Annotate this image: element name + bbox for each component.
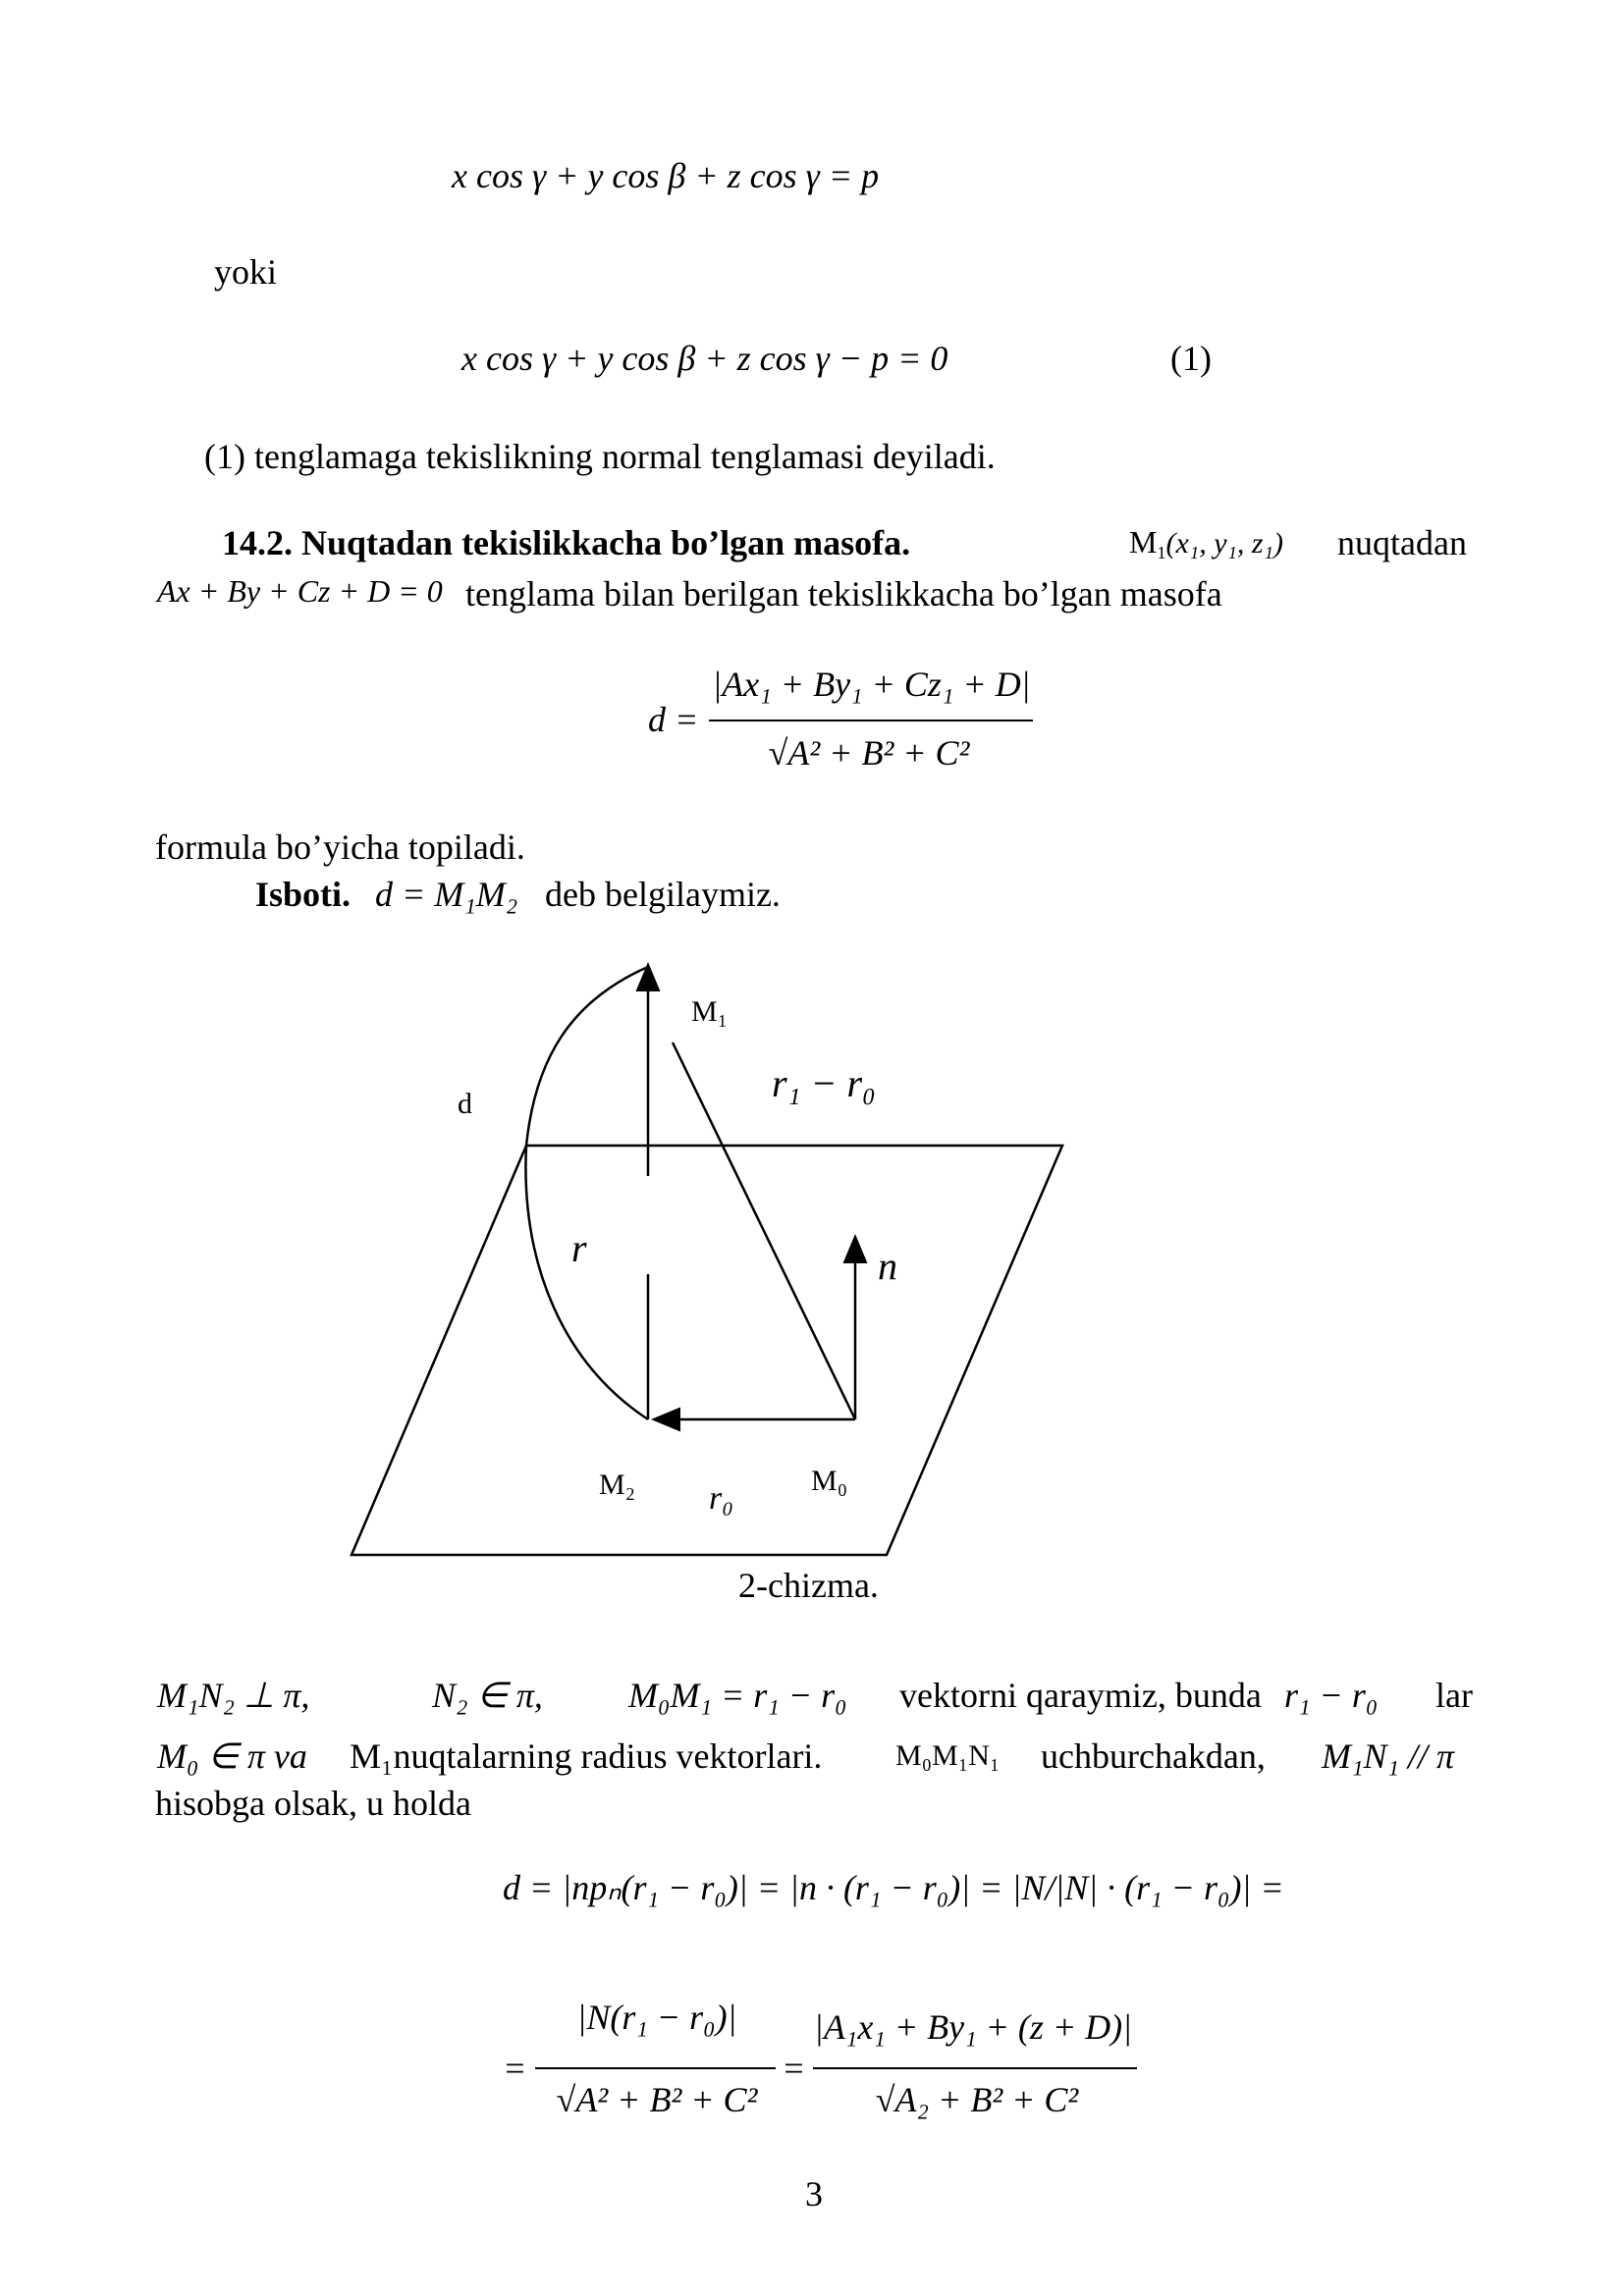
section-line2: tenglama bilan berilgan tekislikkacha bo’lgan masofa — [465, 574, 1222, 614]
equation-normal-unnumbered: x cos γ + y cos β + z cos γ = p — [452, 156, 880, 195]
plane-equation: Ax + By + Cz + D = 0 — [157, 573, 443, 609]
formula-d-denominator: √A² + B² + C² — [768, 733, 970, 773]
para2-vector-def: M₀M₁ = r₁ − r₀ — [628, 1676, 847, 1715]
para2-line2b: M₁nuqtalarning radius vektorlari. — [350, 1736, 823, 1776]
para2-in-plane: N₂ ∈ π, — [432, 1676, 543, 1715]
label-m2: M₂ — [599, 1468, 636, 1501]
point-m1-coords: $M_1(x_1$, y₁, z₁) — [1129, 524, 1284, 562]
formula-d-lhs: d = — [648, 700, 699, 739]
formula-text: formula bo’yicha topiladi. — [155, 828, 525, 867]
label-m0: M₀ — [811, 1465, 848, 1497]
label-d: d — [458, 1088, 472, 1120]
label-r: r — [571, 1226, 587, 1270]
point-letter: M — [1129, 524, 1158, 560]
para2-parallel: M₁N₁ // π — [1322, 1736, 1455, 1776]
equation-number: (1) — [1170, 339, 1212, 378]
derivation-row2-den-left: √A² + B² + C² — [556, 2080, 758, 2119]
isboti-expr: d = M₁M₂ — [375, 875, 518, 914]
word-yoki: yoki — [214, 252, 278, 292]
label-n: n — [878, 1244, 897, 1288]
derivation-row1: d = |npₙ(r₁ − r₀)| = |n · (r₁ − r₀)| = |N/|N| · (r₁ − r₀)| = — [503, 1868, 1284, 1907]
derivation-equals-2: = — [782, 2049, 806, 2088]
equation-normal-1: x cos γ + y cos β + z cos γ − p = 0 — [461, 339, 948, 378]
paragraph-normal-equation: (1) tenglamaga tekislikning normal tenglamasi deyiladi. — [204, 437, 996, 476]
derivation-row2-num-right: |A₁x₁ + By₁ + (z + D)| — [813, 2007, 1133, 2047]
derivation-row2-num-left: |N(r₁ − r₀)| — [576, 1998, 737, 2037]
plane-parallelogram — [352, 1146, 1062, 1555]
word-nuqtadan: nuqtadan — [1337, 523, 1467, 562]
fraction-bar-right — [813, 2067, 1137, 2069]
label-r1-minus-r0: r₁ − r₀ — [772, 1061, 876, 1105]
derivation-row2-den-right: √A₂ + B² + C² — [875, 2080, 1079, 2119]
label-r0: r₀ — [709, 1480, 734, 1517]
arc-distance-d — [525, 967, 648, 1419]
para2-perp: M₁N₂ ⊥ π, — [157, 1676, 310, 1715]
para2-line3: hisobga olsak, u holda — [155, 1784, 471, 1823]
derivation-equals: = — [503, 2049, 527, 2088]
fraction-bar-left — [535, 2067, 776, 2069]
figure-caption: 2-chizma. — [738, 1566, 879, 1605]
isboti-label: Isboti. — [255, 875, 352, 914]
para2-line2d: uchburchakdan, — [1041, 1736, 1266, 1776]
para2-text1: vektorni qaraymiz, bunda — [899, 1676, 1262, 1715]
isboti-rest: deb belgilaymiz. — [545, 875, 781, 914]
point-args: (x₁, y₁, z₁) — [1165, 527, 1284, 560]
para2-line2a: M₀ ∈ π va — [157, 1736, 307, 1776]
para2-vector: r₁ − r₀ — [1284, 1676, 1379, 1715]
formula-d-numerator: |Ax₁ + By₁ + Cz₁ + D| — [712, 665, 1031, 704]
page-number: 3 — [805, 2174, 823, 2214]
para2-triangle: M₀M₁N₁ — [895, 1739, 1001, 1772]
label-m1: M₁ — [691, 995, 729, 1028]
section-heading: 14.2. Nuqtadan tekislikkacha bo’lgan masofa. — [222, 523, 911, 562]
para2-lar: lar — [1435, 1676, 1473, 1715]
